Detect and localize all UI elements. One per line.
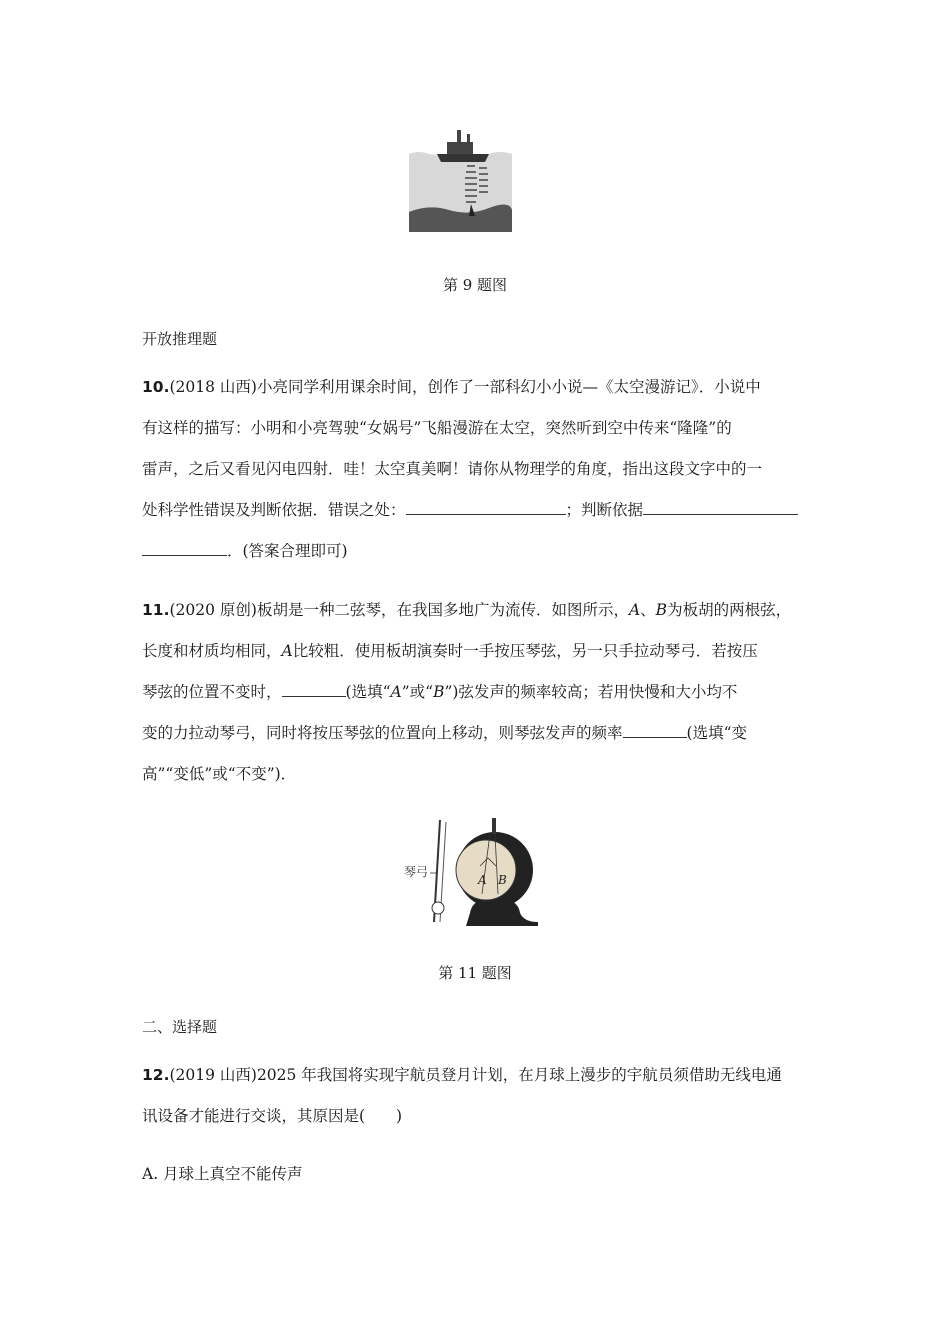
figure-9-caption: 第 9 题图	[442, 276, 508, 294]
question-11-line-2: 长度和材质均相同，A比较粗．使用板胡演奏时一手按压琴弦，另一只手拉动琴弓．若按压	[142, 642, 758, 660]
question-11-line-4: 变的力拉动琴弓，同时将按压琴弦的位置向上移动，则琴弦发声的频率 (选填“变	[142, 724, 747, 742]
figure-11-banhu-image	[400, 818, 550, 928]
answer-blank-basis[interactable]	[643, 500, 798, 515]
question-11-line-3: 琴弦的位置不变时， (选填“A”或“B”)弦发声的频率较高；若用快慢和大小均不	[142, 683, 738, 701]
answer-blank-error[interactable]	[406, 500, 566, 515]
figure-11-caption: 第 11 题图	[438, 964, 512, 982]
question-12	[142, 1055, 814, 1137]
question-12-line-2: 讯设备才能进行交谈，其原因是( )	[142, 1107, 403, 1125]
string-a-label: A	[478, 873, 487, 887]
question-12-option-a[interactable]: A. 月球上真空不能传声	[142, 1165, 303, 1183]
answer-blank-string[interactable]	[282, 682, 346, 697]
question-11	[142, 590, 814, 795]
section-heading-open-reasoning: 开放推理题	[142, 330, 218, 348]
figure-9-ship-sonar-image	[409, 124, 512, 232]
question-10-line-4: 处科学性错误及判断依据．错误之处： ；判断依据	[142, 490, 814, 531]
question-10-line-1: 10.(2018 山西)小亮同学利用课余时间，创作了一部科幻小小说—《太空漫游记》．小说中	[142, 378, 761, 396]
question-10-line-5: ．(答案合理即可)	[142, 531, 814, 572]
question-12-line-1: 12.(2019 山西)2025 年我国将实现宇航员登月计划，在月球上漫步的宇航员须借助无线电通	[142, 1066, 782, 1084]
question-11-line-5: 高”“变低”或“不变”)．	[142, 765, 297, 783]
section-heading-choice: 二、选择题	[142, 1018, 218, 1036]
answer-blank-basis-cont[interactable]	[142, 541, 227, 556]
question-10-line-3: 雷声，之后又看见闪电四射．哇！太空真美啊！请你从物理学的角度，指出这段文字中的一	[142, 460, 763, 478]
question-10-line-2: 有这样的描写：小明和小亮驾驶“女娲号”飞船漫游在太空，突然听到空中传来“隆隆”的	[142, 419, 732, 437]
string-b-label: B	[498, 873, 507, 887]
bow-label: 琴弓	[404, 865, 429, 879]
answer-blank-frequency[interactable]	[623, 723, 687, 738]
question-10	[142, 367, 814, 572]
question-11-line-1: 11.(2020 原创)板胡是一种二弦琴，在我国多地广为流传．如图所示，A、B为板胡的两根弦，	[142, 601, 792, 619]
